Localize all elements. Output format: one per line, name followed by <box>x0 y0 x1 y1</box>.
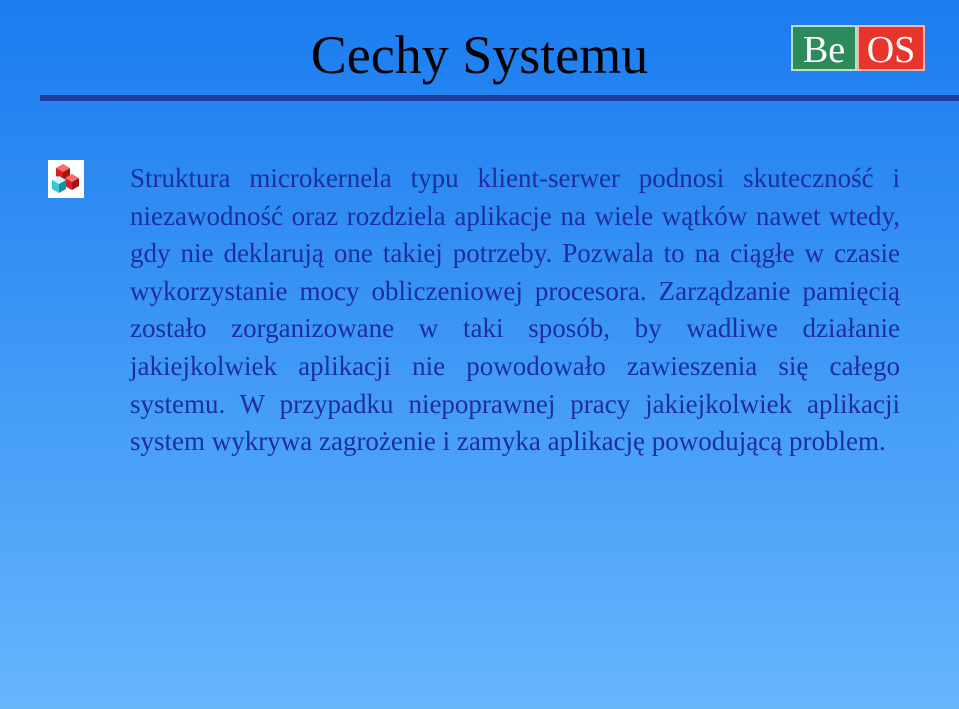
title-divider <box>40 95 959 101</box>
logo-os-block: OS <box>857 25 925 71</box>
beos-logo <box>791 25 925 71</box>
slide-body-text: Struktura microkernela typu klient-serwer podnosi skuteczność i niezawodność oraz rozdziela aplikacje na wiele wątków nawet wtedy, gdy nie deklarują one takiej potrzeby. Pozwala to na ciągłe w czasie wykorzystanie mocy obliczeniowej procesora. Zarządzanie pamięcią zostało zorganizowane w taki sposób, by wadliwe działanie jakiejkolwiek aplikacji nie powodowało zawieszenia się całego systemu. W przypadku niepoprawnej pracy jakiejkolwiek aplikacji system wykrywa zagrożenie i zamyka aplikację powodującą problem. <box>130 163 900 457</box>
slide-title: Cechy Systemu <box>310 25 649 85</box>
stacked-cubes-icon <box>48 160 84 198</box>
logo-be-block: Be <box>791 25 857 71</box>
